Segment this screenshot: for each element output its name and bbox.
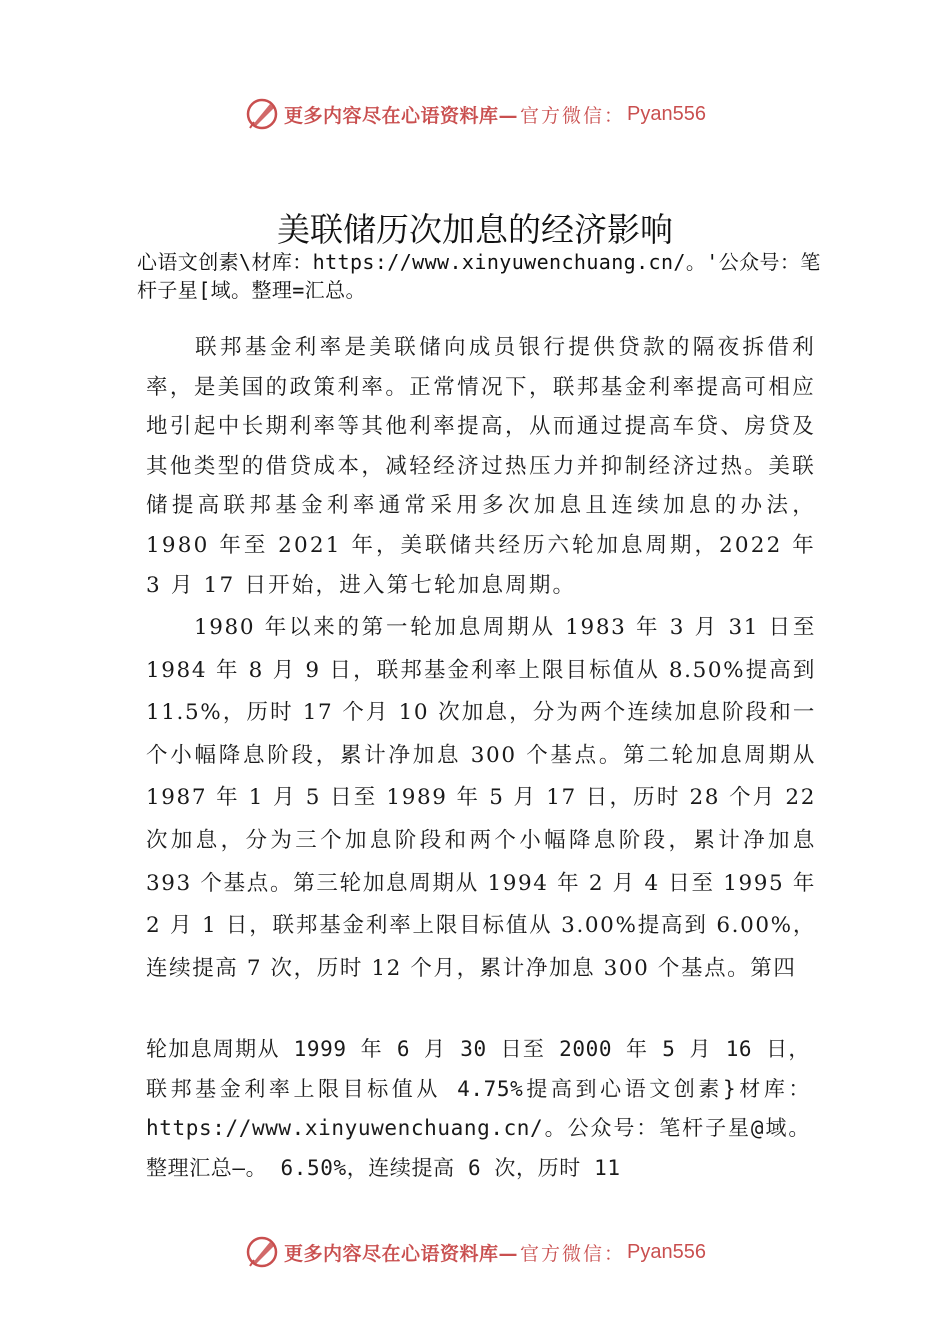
- header-wechat-id: Pyan556: [627, 102, 706, 125]
- paragraph-2-text: 1980 年以来的第一轮加息周期从 1983 年 3 月 31 日至 1984 年 8 月 9 日，联邦基金利率上限目标值从 8.50%提高到 11.5%，历时 17 个月 10 次加息，分为两个连续加息阶段和一个小幅降息阶段，累计净加息 300 个基点。第二轮加息周期从 1987 年 1 月 5 日至 1989 年 5 月 17 日，历时 28 个月 22 次加息，分为三个加息阶段和两个小幅降息阶段，累计净加息 393 个基点。第三轮加息周期从 1994 年 2 月 4 日至 1995 年 2 月 1 日，联邦基金利率上限目标值从 3.00%提高到 6.00%， 连续提高 7 次，历时 12 个月，累计净加息 300 个基点。第四: [146, 615, 816, 981]
- header-watermark-banner: [0, 94, 950, 134]
- quill-logo-icon: [244, 96, 280, 132]
- paragraph-2: [146, 607, 816, 990]
- quill-logo-icon: [244, 1234, 280, 1270]
- document-title: 美联储历次加息的经济影响: [277, 210, 673, 249]
- paragraph-1-text: 联邦基金利率是美联储向成员银行提供贷款的隔夜拆借利率，是美国的政策利率。正常情况下，联邦基金利率提高可相应地引起中长期利率等其他利率提高，从而通过提高车贷、房贷及其他类型的借贷成本，减轻经济过热压力并抑制经济过热。美联储提高联邦基金利率通常采用多次加息且连续加息的办法，1980 年至 2021 年，美联储共经历六轮加息周期，2022 年 3 月 17 日开始，进入第七轮加息周期。: [146, 335, 816, 598]
- footer-wechat-label: 官方微信：: [520, 1242, 626, 1265]
- paragraph-3: 轮加息周期从 1999 年 6 月 30 日至 2000 年 5 月 16 日，联邦基金利率上限目标值从 4.75%提高到心语文创素}材库：https://www.xinyuwenchuang.cn/。公众号：笔杆子星@域。整理汇总—。 6.50%，连续提高 6 次，历时 11: [146, 1037, 810, 1180]
- source-note: 心语文创素\材库：https://www.xinyuwenchuang.cn/。'公众号：笔杆子星[域。整理=汇总。: [137, 250, 821, 302]
- header-wechat-label: 官方微信：: [520, 104, 626, 127]
- header-banner-text: 更多内容尽在心语资料库—: [284, 104, 519, 127]
- paragraph-1: [146, 328, 816, 605]
- footer-banner-text: 更多内容尽在心语资料库—: [284, 1242, 519, 1265]
- footer-wechat-id: Pyan556: [627, 1240, 706, 1263]
- footer-watermark-banner: [0, 1232, 950, 1272]
